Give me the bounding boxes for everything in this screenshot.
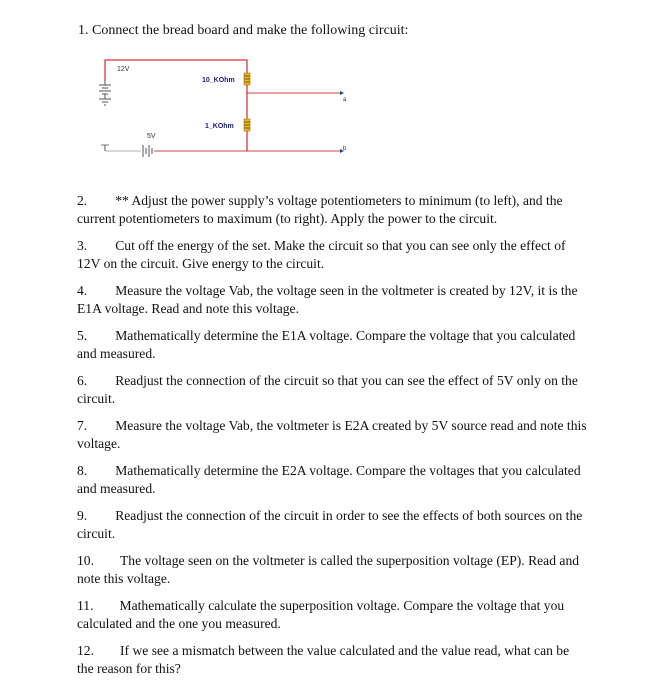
battery-5v-icon	[143, 145, 152, 157]
step-7: 7. Measure the voltage Vab, the voltmeter is E2A created by 5V source read and note this voltage.	[77, 418, 587, 451]
steps-list	[77, 192, 589, 678]
source-12v-label: 12V	[117, 66, 130, 73]
battery-12v-icon	[99, 81, 111, 99]
step-6: 6. Readjust the connection of the circuit so that you can see the effect of 5V only on the circuit.	[77, 373, 578, 406]
step-8: 8. Mathematically determine the E2A voltage. Compare the voltages that you calculated and measured.	[77, 463, 581, 496]
ground-bottom-icon	[101, 145, 109, 151]
step-10: 10. The voltage seen on the voltmeter is called the superposition voltage (EP). Read and note this voltage.	[77, 553, 580, 586]
resistor-10k-label: 10_KOhm	[202, 77, 235, 84]
question-heading: 1. Connect the bread board and make the following circuit:	[78, 23, 409, 38]
step-12: 12. If we see a mismatch between the value calculated and the value read, what can be the reason for this?	[77, 643, 570, 676]
step-11: 11. Mathematically calculate the superposition voltage. Compare the voltage that you calculated and the one you measured.	[77, 598, 565, 631]
node-a-label: a	[343, 97, 347, 103]
step-9: 9. Readjust the connection of the circuit in order to see the effects of both sources on the circuit.	[77, 508, 583, 541]
ground-icon	[99, 99, 111, 105]
source-5v-label: 5V	[147, 133, 156, 140]
step-4: 4. Measure the voltage Vab, the voltage seen in the voltmeter is created by 12V, it is the E1A voltage. Read and note this voltage.	[77, 283, 578, 316]
step-2: 2. ** Adjust the power supply’s voltage potentiometers to minimum (to left), and the current potentiometers to maximum (to right). Apply the power to the circuit.	[77, 193, 563, 226]
resistor-1k-label: 1_KOhm	[205, 123, 234, 130]
step-3: 3. Cut off the energy of the set. Make the circuit so that you can see only the effect of 12V on the circuit. Give energy to the circuit.	[77, 238, 566, 271]
node-b-label: b	[343, 146, 347, 152]
circuit-diagram	[95, 55, 375, 165]
step-5: 5. Mathematically determine the E1A voltage. Compare the voltage that you calculated and measured.	[77, 328, 576, 361]
